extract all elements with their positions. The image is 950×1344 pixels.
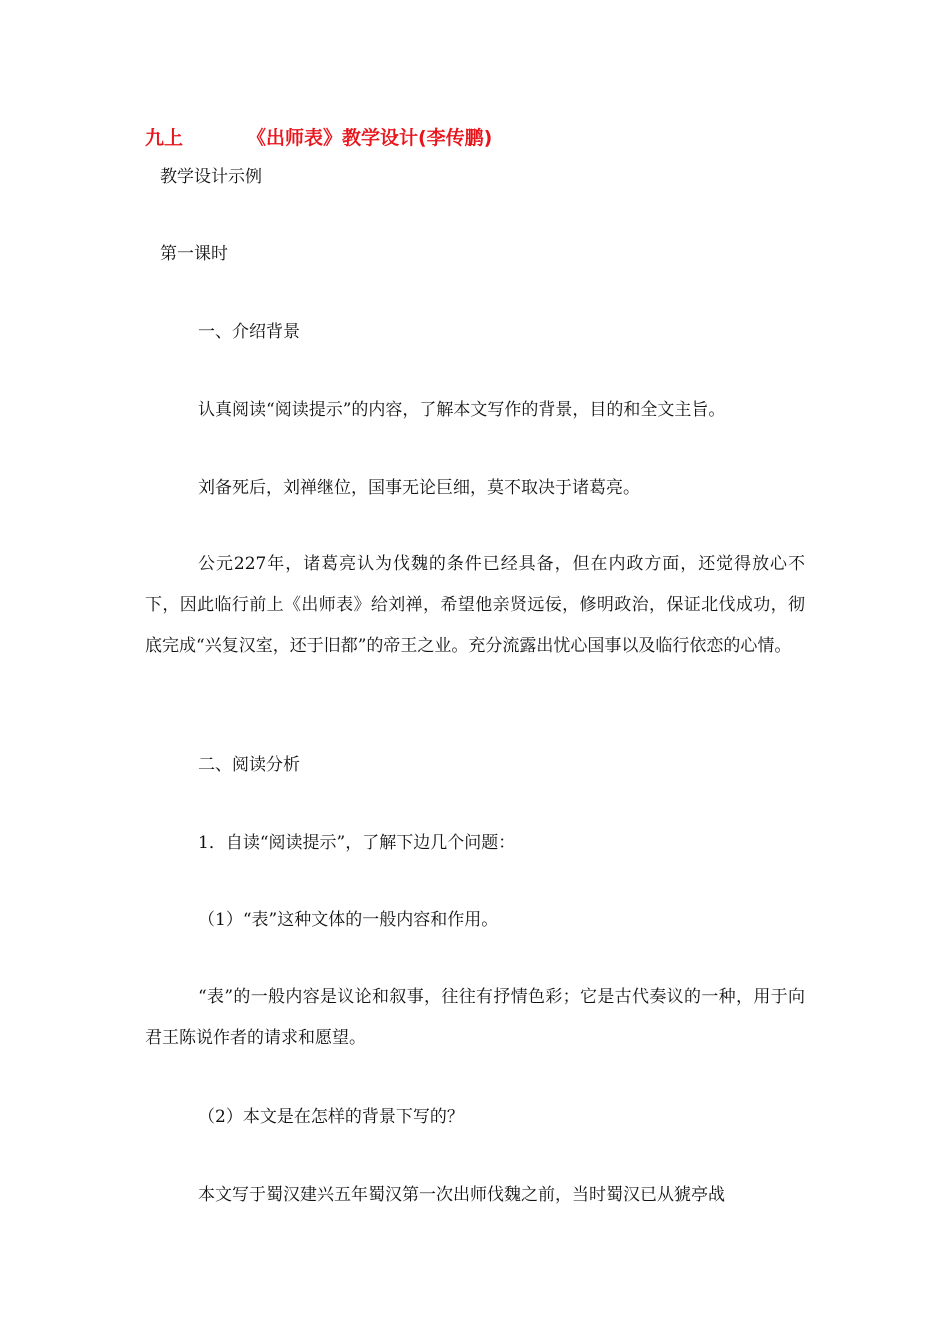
list-item-1: 1．自读“阅读提示”，了解下边几个问题： [198, 833, 516, 853]
document-title [145, 124, 492, 152]
section-heading-analysis: 二、阅读分析 [198, 755, 300, 775]
answer-2: 本文写于蜀汉建兴五年蜀汉第一次出师伐魏之前，当时蜀汉已从猇亭战 [198, 1185, 725, 1205]
answer-1: “表”的一般内容是议论和叙事，往往有抒情色彩；它是古代奏议的一种，用于向君王陈说作者的请求和愿望。 [145, 987, 805, 1048]
paragraph-background-227: 公元227年，诸葛亮认为伐魏的条件已经具备，但在内政方面，还觉得放心不下，因此临行前上《出师表》给刘禅，希望他亲贤远佞，修明政治，保证北伐成功，彻底完成“兴复汉室，还于旧都”的帝王之业。充分流露出忧心国事以及临行依恋的心情。 [145, 554, 805, 656]
title-grade: 九上 [145, 127, 184, 149]
section-heading-background: 一、介绍背景 [198, 322, 300, 342]
paragraph-reading-hint: 认真阅读“阅读提示”的内容，了解本文写作的背景，目的和全文主旨。 [198, 400, 726, 420]
paragraph-liu-bei: 刘备死后，刘禅继位，国事无论巨细，莫不取决于诸葛亮。 [198, 478, 640, 498]
title-name: 《出师表》教学设计(李传鹏) [247, 127, 493, 149]
question-1: （1）“表”这种文体的一般内容和作用。 [198, 910, 499, 930]
subtitle: 教学设计示例 [160, 167, 262, 187]
question-2: （2）本文是在怎样的背景下写的？ [198, 1107, 464, 1127]
lesson-label: 第一课时 [160, 244, 228, 264]
